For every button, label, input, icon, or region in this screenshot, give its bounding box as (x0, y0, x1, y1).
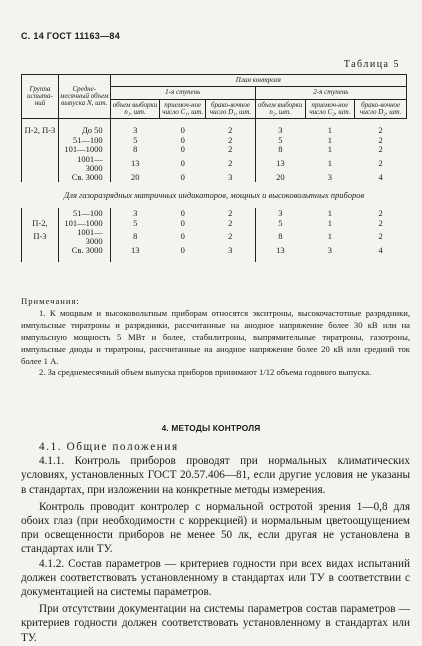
table-cell: 0 (180, 158, 185, 169)
col-volume-header: Средне-месячный объем выпуска N, шт. (58, 75, 110, 119)
table-cell: 3 (278, 124, 283, 135)
sub-c1-header: приемоч-ное число C₁, шт. (160, 99, 206, 119)
table-cell: 1 (327, 134, 333, 145)
table-cell: 2 (206, 155, 256, 173)
table-cell: 0 (180, 144, 185, 155)
table-cell: 2 (206, 228, 256, 246)
table-cell (22, 246, 59, 256)
table-cell: 1001—3000 (58, 228, 110, 246)
table-row (22, 173, 407, 183)
table-cell: 0 (180, 217, 185, 228)
table-cell: 1 (327, 124, 333, 135)
table-cell (22, 135, 59, 145)
sub-n2-header: объем выборки n₂, шт. (255, 99, 305, 119)
table-cell: 3 (133, 207, 138, 218)
table-cell: 2 (378, 231, 383, 242)
subsection-title: 4.1. Общие положения (39, 441, 179, 453)
section-title: 4. МЕТОДЫ КОНТРОЛЯ (161, 423, 261, 433)
table-cell: 2 (206, 125, 256, 135)
table-cell (22, 155, 59, 173)
table-cell: Св. 3000 (58, 173, 110, 183)
sub-d2-header: брако-вочное число D₂, шт. (355, 99, 407, 119)
table-cell: 4 (378, 245, 383, 256)
table-notes (21, 296, 410, 379)
table-cell: 5 (133, 134, 138, 145)
table-cell: 1 (327, 217, 333, 228)
table-cell: 2 (206, 145, 256, 155)
table-cell: 3 (327, 172, 333, 183)
table-cell: 3 (327, 245, 333, 256)
table-cell: 20 (131, 172, 140, 183)
table-cell: 4 (378, 172, 383, 183)
notes-heading: Примечания: (21, 296, 80, 306)
table-cell: 2 (206, 218, 256, 228)
table-row (22, 208, 407, 218)
table-cell: 1 (327, 158, 333, 169)
table-cell: 5 (278, 134, 283, 145)
table-cell (255, 256, 305, 262)
table-cell (22, 145, 59, 155)
table-cell: 2 (206, 208, 256, 218)
table-cell: 2 (378, 158, 383, 169)
table-cell: 13 (131, 158, 140, 169)
table-cell (22, 256, 59, 262)
table-cell: 101—1000 (58, 218, 110, 228)
table-cell: 1 (327, 231, 333, 242)
table-cell: 2 (378, 134, 383, 145)
section-body (21, 440, 410, 645)
stage1-header: 1-я ступень (110, 87, 255, 99)
table-cell: 2 (378, 144, 383, 155)
col-plan-header: План контроля (110, 75, 406, 87)
table-cell: 3 (133, 124, 138, 135)
table-cell: 5 (278, 217, 283, 228)
page-header: С. 14 ГОСТ 11163—84 (21, 31, 121, 41)
note-1: 1. К мощным и высоковольтным приборам относятся экситроны, высокочастотные разрядники, импульсные тиратроны и разрядники, рассчитанные на анодное напряжение более 30 кВ или на импульсную мощность 5 МВт и более, стабилитроны, выпрямительные тиратроны, газотроны, импульсные диоды и тиратроны, рассчитанные на анодное напряжение более 20 кВ или средний ток более 1 А. (21, 307, 410, 366)
col-group-header: Группа испыта-ний (22, 75, 59, 119)
table-cell: 8 (278, 144, 283, 155)
table-cell (58, 256, 110, 262)
table-cell: 3 (278, 207, 283, 218)
table-caption: Таблица 5 (343, 59, 400, 70)
sub-n1-header: объем выборки n₁, шт. (110, 99, 160, 119)
table-cell: 0 (180, 231, 185, 242)
group-label: П-2, П-3 (22, 125, 59, 135)
table-cell: До 50 (58, 125, 110, 135)
table-cell: 51—100 (58, 135, 110, 145)
table-row (22, 246, 407, 256)
table-cell: 2 (206, 135, 256, 145)
table-cell: 1 (327, 207, 333, 218)
table-cell: 101—1000 (58, 145, 110, 155)
table-cell: 13 (276, 245, 285, 256)
paragraph-absent: При отсутствии документации на системы параметров состав параметров — критериев годности должен соответствовать установленному в стандартах или ТУ. (21, 603, 410, 644)
stage2-header: 2-я ступень (255, 87, 406, 99)
table-cell: 8 (133, 231, 138, 242)
table-cell: 3 (206, 173, 256, 183)
paragraph-4-1-2: 4.1.2. Состав параметров — критериев годности при всех видах испытаний должен соответствовать установленному в стандартах или ТУ в соответствии с документацией на системы параметров. (21, 557, 410, 599)
table-cell: 2 (378, 207, 383, 218)
table-cell: 0 (180, 245, 185, 256)
note-2: 2. За среднемесячный объем выпуска приборов принимают 1/12 объема годового выпуска. (39, 367, 372, 378)
group-label: П-3 (22, 228, 59, 246)
table-cell: 20 (276, 172, 285, 183)
table-cell (206, 256, 256, 262)
table-cell: 2 (378, 124, 383, 135)
table-cell: 1 (327, 144, 333, 155)
table-cell: 51—100 (58, 208, 110, 218)
table-cell (22, 173, 59, 183)
table-cell (110, 256, 160, 262)
table-subheading: Для газоразрядных матричных индикаторов, мощных и высоковольтных приборов (63, 190, 365, 201)
table-cell: 5 (133, 217, 138, 228)
table-cell (355, 256, 407, 262)
table-cell (160, 256, 206, 262)
table-cell: 2 (378, 217, 383, 228)
table-cell (22, 208, 59, 218)
table-cell: 8 (133, 144, 138, 155)
table-cell: 0 (180, 207, 185, 218)
table-cell: 13 (131, 245, 140, 256)
sub-d1-header: брако-вочное число D₁, шт. (206, 99, 256, 119)
table-cell: 8 (278, 231, 283, 242)
table-cell: 0 (180, 172, 185, 183)
table-row (22, 155, 407, 173)
table-cell (305, 256, 355, 262)
sampling-plan-table (21, 74, 407, 262)
sub-c2-header: приемоч-ное число C₂, шт. (305, 99, 355, 119)
table-row (22, 125, 407, 135)
table-cell: 0 (180, 124, 185, 135)
table-cell: Св. 3000 (58, 246, 110, 256)
table-cell: 0 (180, 134, 185, 145)
table-cell: 13 (276, 158, 285, 169)
paragraph-control: Контроль проводит контролер с нормальной остротой зрения 1—0,8 для обоих глаз (при необходимости с коррекцией) и нормальным цветоощущением при освещенности приборов не менее 50 лк, если другая не установлена в стандартах или ТУ. (21, 500, 410, 556)
table-cell: 3 (206, 246, 256, 256)
paragraph-4-1-1: 4.1.1. Контроль приборов проводят при нормальных климатических условиях, установленных ГОСТ 20.57.406—81, если другие условия не указаны в стандартах, при изложении на конкретные методы измерения. (21, 455, 410, 496)
table-row (22, 228, 407, 246)
table-cell: 1001—3000 (58, 155, 110, 173)
group-label: П-2, (22, 218, 59, 228)
